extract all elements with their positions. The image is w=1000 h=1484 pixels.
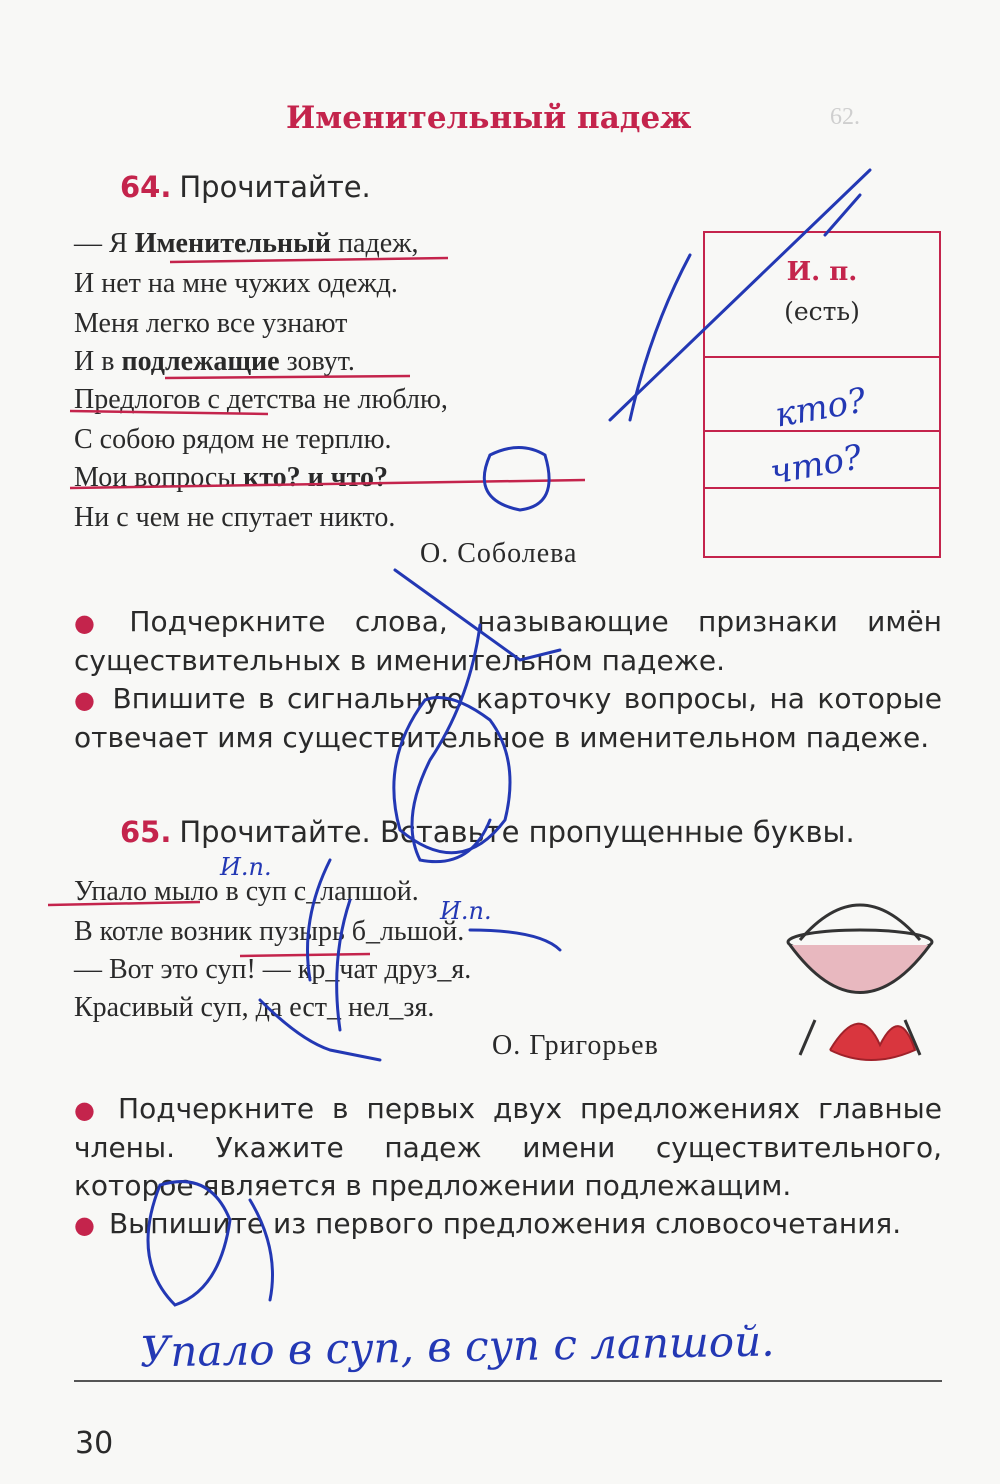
- bullet-icon: ●: [74, 609, 116, 637]
- page-title: Именительный падеж: [286, 100, 692, 136]
- poem-line: Ни с чем не спутает никто.: [74, 502, 396, 533]
- poem-line: Упало мыло в суп с_лапшой.: [74, 876, 419, 907]
- poem-line: Предлогов с детства не люблю,: [74, 384, 448, 415]
- exercise-64-author: О. Соболева: [420, 538, 578, 569]
- poem-line: Меня легко все узнают: [74, 308, 348, 339]
- exercise-64-instruction: Прочитайте.: [179, 170, 371, 204]
- poem-line: И нет на мне чужих одежд.: [74, 268, 398, 299]
- bullet-icon: ●: [74, 686, 99, 714]
- exercise-65-header: [120, 815, 855, 849]
- signal-card-header: [705, 233, 939, 358]
- poem-line: С собою рядом не терплю.: [74, 424, 392, 455]
- exercise-65-number: 65.: [120, 815, 172, 849]
- exercise-64-header: [120, 170, 371, 204]
- page-number: 30: [75, 1426, 114, 1461]
- answer-line: [74, 1380, 942, 1382]
- pot-icon: [788, 905, 932, 1060]
- bullet-icon: ●: [74, 1211, 95, 1239]
- signal-card-est: (есть): [784, 297, 860, 326]
- handwritten-case-mark: И.п.: [440, 897, 492, 925]
- poem-line: Мои вопросы кто? и что?: [74, 462, 388, 493]
- task-item: ● Подчеркните слова, называющие признаки имён существительных в именительном падеже.: [74, 605, 942, 677]
- handwritten-answer: Упало в суп, в суп с лапшой.: [139, 1316, 775, 1377]
- poem-line: И в подлежащие зовут.: [74, 346, 355, 377]
- signal-card: [703, 231, 941, 558]
- signal-card-case: И. п.: [786, 257, 858, 287]
- handwritten-case-mark: И.п.: [220, 853, 272, 881]
- bleed-through-text: 62.: [830, 104, 860, 130]
- exercise-64-number: 64.: [120, 170, 172, 204]
- card-answer-line: [705, 430, 939, 432]
- task-item: ● Подчеркните в первых двух предложениях главные члены. Укажите падеж имени существительного, которое является в предложении подлежащим.: [74, 1092, 942, 1202]
- poem-line: Красивый суп, да ест_ нел_зя.: [74, 992, 435, 1023]
- task-item: ● Выпишите из первого предложения словосочетания.: [74, 1207, 902, 1240]
- card-answer-who: кто?: [772, 380, 870, 436]
- poem-line: — Вот это суп! — кр_чат друз_я.: [74, 954, 472, 985]
- task-item: ● Впишите в сигнальную карточку вопросы, на которые отвечает имя существительное в именительном падеже.: [74, 682, 942, 754]
- exercise-64-tasks: [74, 603, 942, 757]
- exercise-65-tasks: [74, 1090, 942, 1244]
- poem-line: В котле возник пузырь б_льшой.: [74, 916, 465, 947]
- card-answer-line: [705, 487, 939, 489]
- card-answer-what: что?: [767, 437, 865, 493]
- exercise-65-instruction: Прочитайте. Вставьте пропущенные буквы.: [179, 815, 855, 849]
- bullet-icon: ●: [74, 1096, 105, 1124]
- exercise-65-author: О. Григорьев: [492, 1030, 659, 1061]
- poem-line: — Я Именительный падеж,: [74, 228, 419, 259]
